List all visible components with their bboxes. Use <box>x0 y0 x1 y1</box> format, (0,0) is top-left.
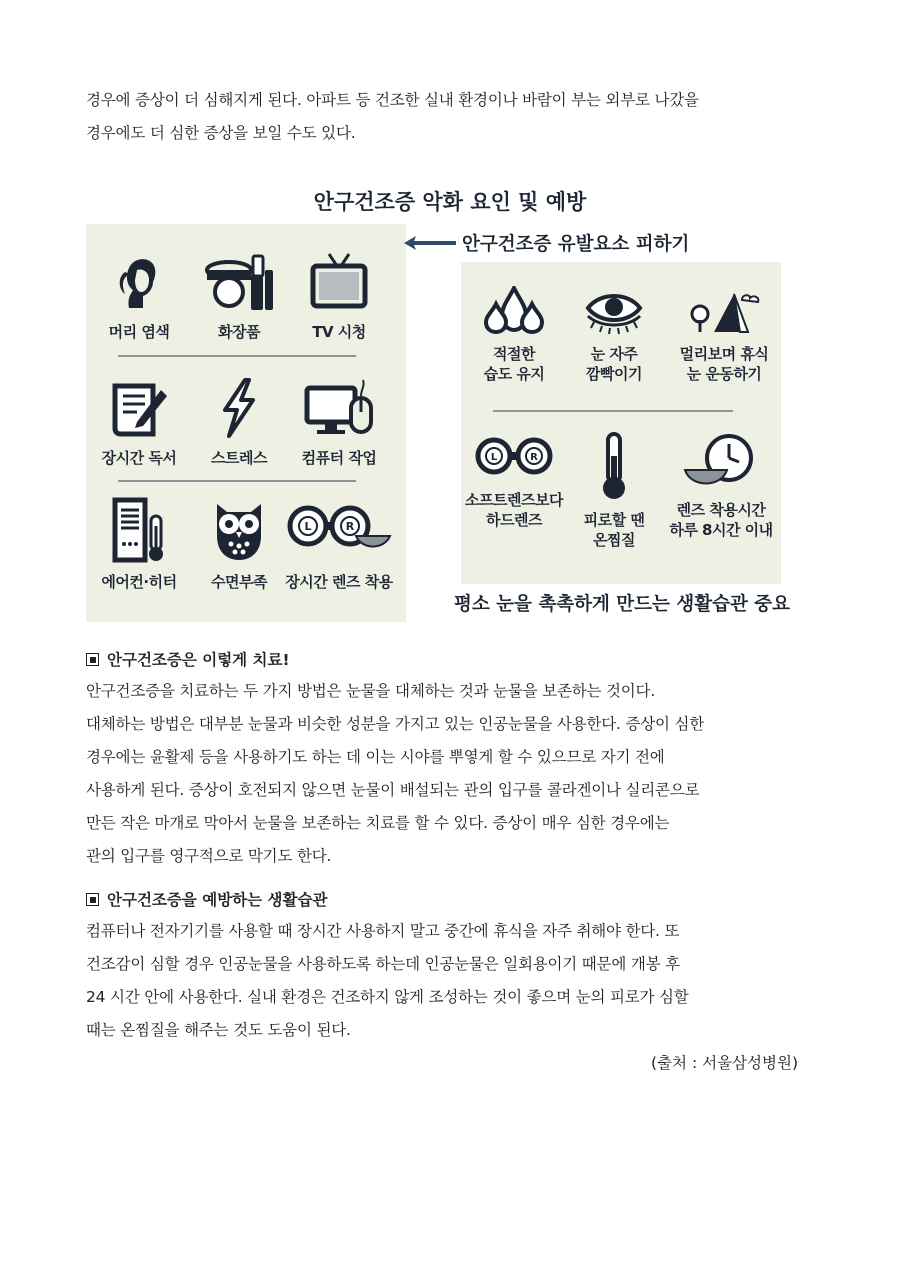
hair-dye-icon <box>107 250 171 314</box>
source-citation: (출처 : 서울삼성병원) <box>651 1054 798 1072</box>
square-bullet-icon <box>86 653 99 666</box>
prevention-label-line: 소프트렌즈보다 <box>465 491 563 509</box>
prevention-humidity <box>461 286 567 384</box>
prevention-distance <box>671 286 777 384</box>
prevention-label-line: 온찜질 <box>593 531 635 549</box>
factor-aircon <box>86 496 192 592</box>
factor-reading <box>86 376 192 468</box>
thermometer-icon <box>582 432 646 502</box>
treatment-line: 관의 입구를 영구적으로 막기도 한다. <box>86 847 332 865</box>
factor-label: 화장품 <box>218 323 260 341</box>
water-drops-icon <box>482 286 546 336</box>
svg-text:R: R <box>345 520 355 533</box>
factor-label: TV 시청 <box>312 323 366 341</box>
prevention-lens-time <box>661 432 781 540</box>
treatment-line: 만든 작은 마개로 막아서 눈물을 보존하는 치료를 할 수 있다. 증상이 매우 심한 경우에는 <box>86 814 670 832</box>
prevention-warm-compress <box>561 432 667 550</box>
svg-text:L: L <box>304 520 312 533</box>
prevention-label-line: 적절한 <box>493 345 535 363</box>
treatment-line: 경우에는 윤활제 등을 사용하기도 하는 데 이는 시야를 뿌옇게 할 수 있으므로 자기 전에 <box>86 748 665 766</box>
owl-icon <box>207 496 271 564</box>
prevention-label-line: 눈 운동하기 <box>686 365 762 383</box>
factor-stress <box>186 376 292 468</box>
lightning-icon <box>207 376 271 440</box>
prevention-label-line: 하드렌즈 <box>486 511 542 529</box>
prevention-label <box>461 490 567 530</box>
divider <box>118 480 356 482</box>
treatment-line: 사용하게 된다. 증상이 호전되지 않으면 눈물이 배설되는 관의 입구를 콜라겐이나 실리콘으로 <box>86 781 700 799</box>
svg-text:R: R <box>530 452 538 463</box>
clock-lens-icon <box>681 432 761 492</box>
habit-label-text: 평소 눈을 촉촉하게 만드는 생활습관 중요 <box>453 594 790 615</box>
prevention-label <box>561 344 667 384</box>
habits-heading-text: 안구건조증을 예방하는 생활습관 <box>107 891 328 909</box>
svg-text:L: L <box>490 452 498 463</box>
prevention-label <box>671 344 777 384</box>
prevention-label-line: 눈 자주 <box>590 345 638 363</box>
eye-icon <box>582 286 646 336</box>
prevention-label-line: 렌즈 착용시간 <box>676 501 766 519</box>
intro-line: 경우에 증상이 더 심해지게 된다. 아파트 등 건조한 실내 환경이나 바람이 부는 외부로 나갔을 <box>86 91 699 109</box>
prevention-hard-lens <box>461 432 567 530</box>
prevention-label <box>461 344 567 384</box>
factor-tv <box>286 250 392 342</box>
book-icon <box>107 376 171 440</box>
factor-label: 머리 염색 <box>108 323 170 341</box>
aggravating-factors-panel <box>86 224 406 622</box>
arrow-left-icon <box>404 236 456 250</box>
infographic-title: 안구건조증 악화 요인 및 예방 <box>313 190 587 214</box>
aircon-heater-icon <box>107 496 171 564</box>
treatment-paragraph <box>86 675 816 873</box>
habits-line: 건조감이 심할 경우 인공눈물을 사용하도록 하는데 인공눈물은 일회용이기 때문에 개봉 후 <box>86 955 680 973</box>
habit-label <box>0 590 900 616</box>
prevention-label-line: 깜빡이기 <box>586 365 642 383</box>
factor-label: 컴퓨터 작업 <box>301 449 377 467</box>
intro-line: 경우에도 더 심한 증상을 보일 수도 있다. <box>86 124 356 142</box>
habits-paragraph <box>86 915 816 1047</box>
intro-paragraph <box>86 84 816 150</box>
treatment-heading-text: 안구건조증은 이렇게 치료! <box>107 651 290 669</box>
habits-line: 컴퓨터나 전자기기를 사용할 때 장시간 사용하지 말고 중간에 휴식을 자주 취해야 한다. 또 <box>86 922 680 940</box>
factor-label: 장시간 렌즈 착용 <box>285 573 393 591</box>
factor-label: 에어컨·히터 <box>101 573 177 591</box>
prevention-label-line: 습도 유지 <box>483 365 545 383</box>
factor-lens <box>272 496 406 592</box>
factor-label: 스트레스 <box>211 449 267 467</box>
divider <box>493 410 733 412</box>
cosmetics-icon <box>199 250 279 314</box>
factor-cosmetics <box>186 250 292 342</box>
lens-case-icon <box>474 432 554 482</box>
prevention-label-line: 멀리보며 휴식 <box>679 345 769 363</box>
treatment-heading <box>86 648 290 670</box>
factor-label: 장시간 독서 <box>101 449 177 467</box>
avoid-triggers-label: 안구건조증 유발요소 피하기 <box>462 234 690 255</box>
habits-heading <box>86 888 327 910</box>
prevention-label-line: 피로할 땐 <box>583 511 645 529</box>
treatment-line: 대체하는 방법은 대부분 눈물과 비슷한 성분을 가지고 있는 인공눈물을 사용한다. 증상이 심한 <box>86 715 705 733</box>
habits-line: 24 시간 안에 사용한다. 실내 환경은 건조하지 않게 조성하는 것이 좋으며 눈의 피로가 심할 <box>86 988 689 1006</box>
habits-line: 때는 온찜질을 해주는 것도 도움이 된다. <box>86 1021 351 1039</box>
prevention-label <box>661 500 781 540</box>
prevention-panel <box>461 262 781 584</box>
factor-computer <box>286 376 392 468</box>
prevention-label-line: 하루 8시간 이내 <box>669 521 773 539</box>
prevention-blink <box>561 286 667 384</box>
computer-icon <box>303 376 375 440</box>
divider <box>118 355 356 357</box>
factor-label: 수면부족 <box>211 573 267 591</box>
square-bullet-icon <box>86 893 99 906</box>
factor-hair-dye <box>86 250 192 342</box>
tv-icon <box>307 250 371 314</box>
mountain-icon <box>686 286 762 336</box>
prevention-label <box>561 510 667 550</box>
treatment-line: 안구건조증을 치료하는 두 가지 방법은 눈물을 대체하는 것과 눈물을 보존하는 것이다. <box>86 682 656 700</box>
contact-lens-icon <box>284 496 394 564</box>
